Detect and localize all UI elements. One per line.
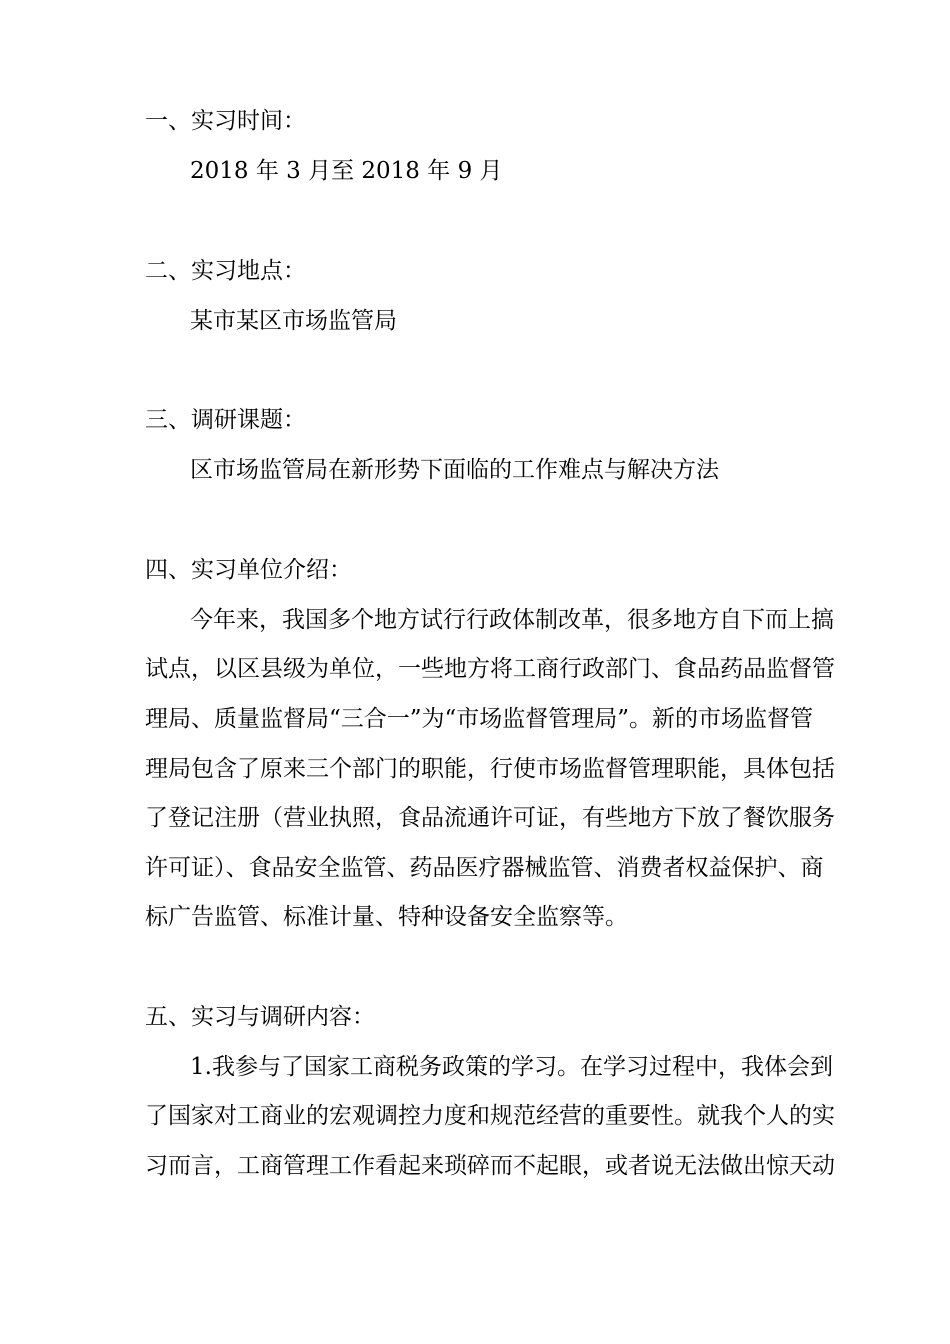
paragraph-line: 了国家对工商业的宏观调控力度和规范经营的重要性。就我个人的实 [145, 1103, 835, 1129]
paragraph-line: 试点，以区县级为单位，一些地方将工商行政部门、食品药品监督管 [145, 656, 835, 682]
paragraph-line: 1.我参与了国家工商税务政策的学习。在学习过程中，我体会到 [190, 1054, 833, 1080]
section-heading-location: 二、实习地点： [145, 258, 306, 284]
section-heading-time: 一、实习时间： [145, 108, 306, 134]
paragraph-line: 理局、质量监督局“三合一”为“市场监督管理局”。新的市场监督管 [145, 706, 814, 732]
paragraph-line: 标广告监管、标准计量、特种设备安全监察等。 [145, 904, 628, 930]
section-heading-topic: 三、调研课题： [145, 407, 306, 433]
section-heading-unit-intro: 四、实习单位介绍： [145, 557, 352, 583]
paragraph-line: 理局包含了原来三个部门的职能，行使市场监督管理职能，具体包括 [145, 756, 835, 782]
section-heading-content: 五、实习与调研内容： [145, 1004, 375, 1030]
paragraph-line: 习而言，工商管理工作看起来琐碎而不起眼，或者说无法做出惊天动 [145, 1153, 835, 1179]
section-content-topic: 区市场监管局在新形势下面临的工作难点与解决方法 [190, 457, 719, 483]
paragraph-line: 今年来，我国多个地方试行行政体制改革，很多地方自下而上搞 [190, 607, 834, 633]
paragraph-line: 了登记注册（营业执照，食品流通许可证，有些地方下放了餐饮服务 [145, 805, 835, 831]
section-content-location: 某市某区市场监管局 [190, 308, 397, 334]
section-content-time: 2018 年 3 月至 2018 年 9 月 [190, 158, 503, 184]
paragraph-line: 许可证）、食品安全监管、药品医疗器械监管、消费者权益保护、商 [145, 855, 824, 881]
